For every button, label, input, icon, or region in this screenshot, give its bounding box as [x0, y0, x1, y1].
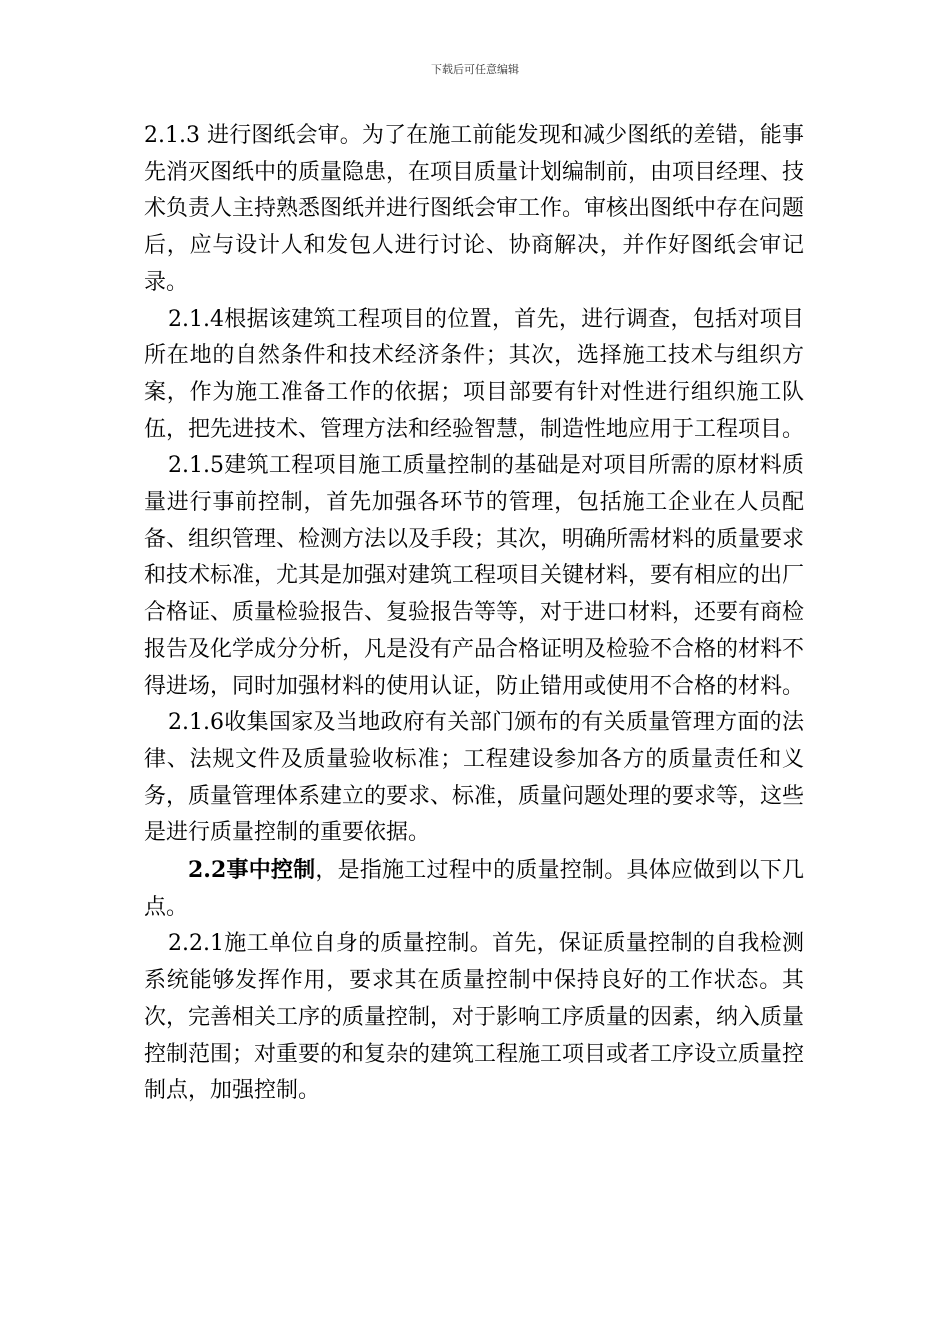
paragraph-2-2-text: ，是指施工过程中的质量控制。具体应做到以下几点。 [144, 858, 804, 920]
section-heading-2-2: 2.2事中控制 [188, 857, 316, 884]
paragraph-2-1-3: 2.1.3 进行图纸会审。为了在施工前能发现和减少图纸的差错，能事先消灭图纸中的质量隐患，在项目质量计划编制前，由项目经理、技术负责人主持熟悉图纸并进行图纸会审工作。审核出图纸中存在问题后，应与设计人和发包人进行讨论、协商解决，并作好图纸会审记录。 [144, 123, 805, 295]
page-header-note: 下载后可任意编辑 [431, 63, 519, 76]
paragraph-2-2-1: 2.2.1施工单位自身的质量控制。首先，保证质量控制的自我检测系统能够发挥作用，要求其在质量控制中保持良好的工作状态。其次，完善相关工序的质量控制，对于影响工序质量的因素，纳入质量控制范围；对重要的和复杂的建筑工程施工项目或者工序设立质量控制点，加强控制。 [144, 931, 805, 1104]
document-body [144, 118, 804, 1110]
paragraph-2-2 [144, 852, 804, 926]
paragraph-2-1-6: 2.1.6收集国家及当地政府有关部门颁布的有关质量管理方面的法律、法规文件及质量验收标准；工程建设参加各方的质量责任和义务，质量管理体系建立的要求、标准，质量问题处理的要求等，这些是进行质量控制的重要依据。 [144, 710, 805, 846]
paragraph-2-1-4: 2.1.4根据该建筑工程项目的位置，首先，进行调查，包括对项目所在地的自然条件和技术经济条件；其次，选择施工技术与组织方案，作为施工准备工作的依据；项目部要有针对性进行组织施工队伍，把先进技术、管理方法和经验智慧，制造性地应用于工程项目。 [144, 306, 805, 442]
paragraph-2-1-5: 2.1.5建筑工程项目施工质量控制的基础是对项目所需的原材料质量进行事前控制，首先加强各环节的管理，包括施工企业在人员配备、组织管理、检测方法以及手段；其次，明确所需材料的质量要求和技术标准，尤其是加强对建筑工程项目关键材料，要有相应的出厂合格证、质量检验报告、复验报告等等，对于进口材料，还要有商检报告及化学成分分析，凡是没有产品合格证明及检验不合格的材料不得进场，同时加强材料的使用认证，防止错用或使用不合格的材料。 [144, 453, 805, 699]
